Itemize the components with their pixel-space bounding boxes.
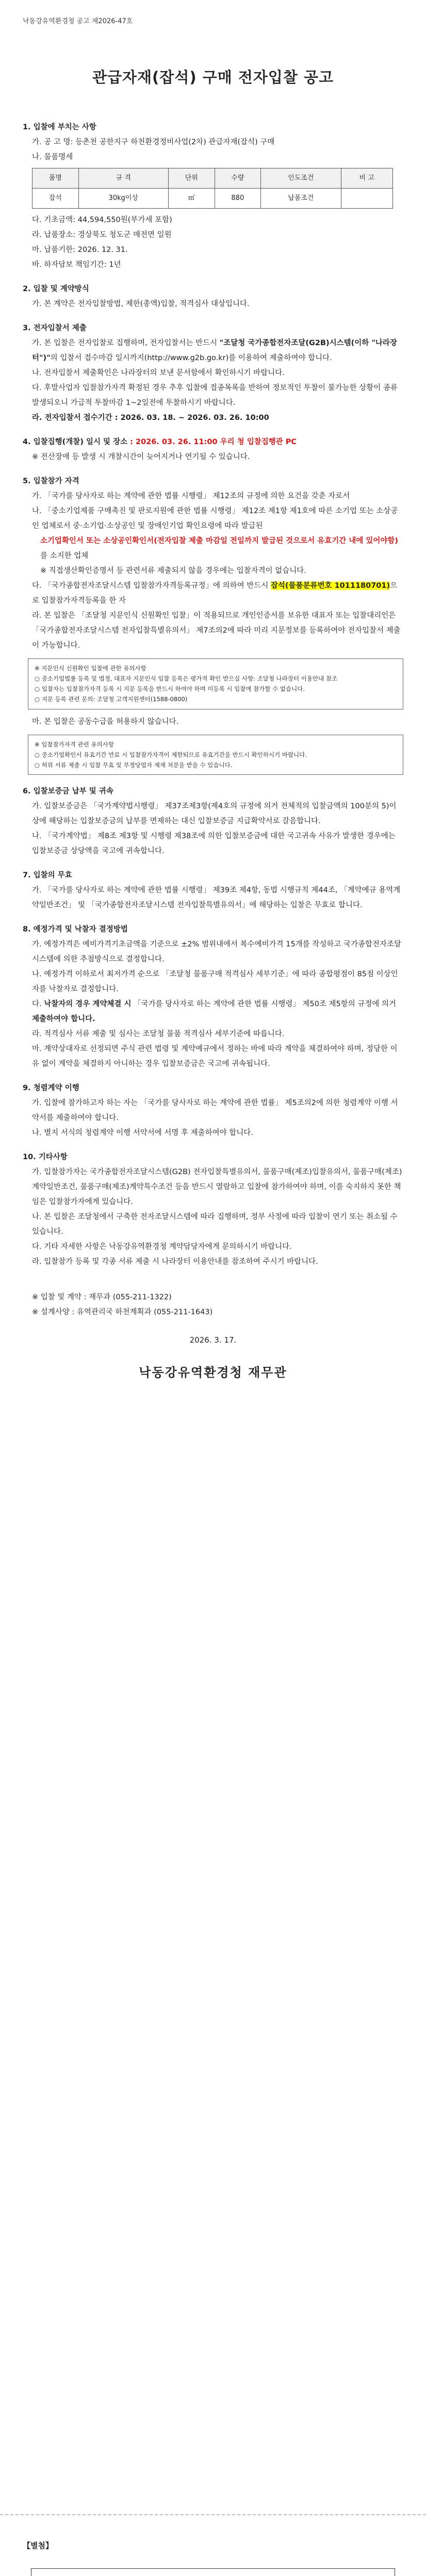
- table-header: 단위: [168, 168, 215, 189]
- section-heading: 3. 전자입찰서 제출: [23, 324, 87, 332]
- emphasis-text: 제출하여야 합니다.: [32, 1014, 95, 1023]
- text-span: 의 입찰서 접수마감 일시까지(http://www.g2b.go.kr)를 이용하여 제출하여야 합니다.: [50, 354, 332, 362]
- text-span: 라. 전자입찰서 접수기간 :: [32, 414, 121, 422]
- paragraph: [23, 336, 403, 366]
- paragraph: 나. 예정가격 이하로서 최저가격 순으로 「조달청 물품구매 적격심사 세부기준」에 따라 종합평점이 85점 이상인 자를 낙찰자로 결정합니다.: [32, 970, 398, 993]
- text-span: 다.: [32, 999, 44, 1008]
- text-span: 가. 본 입찰은 전자입찰로 집행하며, 전자입찰서는 반드시: [32, 339, 220, 347]
- section-heading: [23, 435, 403, 450]
- item-table: [32, 168, 393, 209]
- text-span: 「국가를 당사자로 하는 계약에 관한 법률 시행령」 제50조 제5항의 규정에 의거: [131, 999, 397, 1008]
- paragraph: [23, 411, 403, 426]
- paragraph: 가. 「국가를 당사자로 하는 계약에 관한 법률 시행령」 제39조 제4항, 동법 시행규칙 제44조, 「계약예규 용역계약일반조건」 및 「국가종합전자조달시스템 전자입찰특별유의서」에 해당하는 입찰은 무효로 합니다.: [32, 886, 401, 909]
- paragraph: 마. 본 입찰은 공동수급을 허용하지 않습니다.: [32, 717, 179, 726]
- notice-body: [23, 111, 403, 1385]
- table-header: 비 고: [341, 168, 392, 189]
- paragraph: 나. 물품명세: [32, 153, 73, 161]
- note-line: ○ 중소기업확인서 유효기간 만료 시 입찰참가자격이 제한되므로 유효기간을 반드시 확인하시기 바랍니다.: [35, 751, 307, 758]
- table-header-row: [32, 168, 393, 189]
- section-heading: 10. 기타사항: [23, 1153, 68, 1161]
- paragraph: 가. 입찰참가자는 국가종합전자조달시스템(G2B) 전자입찰특별유의서, 물품구매(제조)입찰유의서, 물품구매(제조)계약일반조건, 물품구매(제조)계약특수조건 등을 반드시 열람하고 입찰에 참가하여야 하며, 이를 숙지하지 못한 책임은 입찰참가자에게 있습니다.: [32, 1167, 402, 1206]
- emphasis-text: 잡석(물품분류번호 1011180701): [270, 582, 390, 590]
- paragraph: [23, 534, 403, 564]
- appendix-label: 【별첨】: [23, 2541, 53, 2550]
- paragraph: 라. 적격심사 서류 제출 및 심사는 조달청 물품 적격심사 세부기준에 따릅니다.: [32, 1029, 285, 1038]
- table-cell: 잡석: [32, 189, 79, 209]
- section-heading: 2. 입찰 및 계약방식: [23, 285, 89, 293]
- notice-date: 2026. 3. 17.: [189, 1335, 237, 1345]
- page-divider: [0, 2514, 426, 2515]
- paragraph: 라. 납품장소: 경상북도 청도군 매전면 일원: [32, 231, 172, 239]
- contact-line: ※ 입찰 및 계약 : 재무과 (055-211-1322): [32, 1293, 172, 1301]
- paragraph: [23, 579, 403, 608]
- paragraph: 가. 입찰에 참가하고자 하는 자는 「국가를 당사자로 하는 계약에 관한 법률」 제5조의2에 의한 청렴계약 이행 서약서를 제출하여야 합니다.: [32, 1098, 398, 1122]
- section-heading: 9. 청렴계약 이행: [23, 1083, 79, 1092]
- paragraph: ※ 직접생산확인증명서 등 관련서류 제출되지 않을 경우에는 입찰자격이 없습니다.: [40, 567, 306, 575]
- issuing-agency: 낙동강유역환경청 재무관: [139, 1365, 287, 1380]
- emphasis-text: "조달청 국가종합전자조달(G2B)시스템: [219, 339, 351, 347]
- paragraph: 가. 예정가격은 예비가격기초금액을 기준으로 ±2% 범위내에서 복수예비가격 15개를 작성하고 국가종합전자조달시스템에 의한 추첨방식으로 결정합니다.: [32, 940, 401, 963]
- note-line: ※ 입찰참가자격 관련 유의사항: [35, 740, 114, 748]
- paragraph: 나. 「국가계약법」 제8조 제3항 및 시행령 제38조에 의한 입찰보증금에 대한 국고귀속 사유가 발생한 경우에는 입찰보증금 상당액을 국고에 귀속합니다.: [32, 832, 396, 855]
- section-heading: 8. 예정가격 및 낙찰자 결정방법: [23, 925, 128, 934]
- paragraph: 바. 하자담보 책임기간: 1년: [32, 261, 121, 269]
- table-cell: 880: [215, 189, 261, 209]
- emphasis-text: (전자입찰 제출 마감일 전일까지 발급된 것으로서 유효기간 내에 있어야함): [154, 537, 399, 545]
- paragraph: 다. 후발사업자 입찰참가자격 확정된 경우 추후 입찰에 접종목록을 반하여 정보적인 투찰이 불가능한 상황이 종류 발생되오니 가급적 투찰마감 1~2일전에 투찰하시기 바랍니다.: [32, 384, 398, 407]
- paragraph: [23, 997, 403, 1027]
- paragraph: 나. 본 입찰은 조달청에서 구축한 전자조달시스템에 따라 집행하며, 정부 사정에 따라 입찰이 연기 또는 취소될 수 있습니다.: [32, 1212, 398, 1236]
- emphasis-text: : 2026. 03. 26. 11:00 우리 청 입찰집행관 PC: [127, 438, 297, 446]
- table-row: [32, 189, 393, 209]
- paragraph: 다. 기타 자세한 사항은 낙동강유역환경청 계약담당자에게 문의하시기 바랍니다.: [32, 1242, 292, 1251]
- paragraph: 나. 「중소기업제품 구매촉진 및 판로지원에 관한 법률 시행령」 제12조 제1항 제1호에 따른 소기업 또는 소상공인 업체로서 중·소기업·소상공인 및 장애인기업 확인요령에 따라 발급된: [32, 507, 398, 530]
- paragraph: 가. 입찰보증금은 「국가계약법시행령」 제37조제3항(제4호의 규정에 의거 전체적의 입찰금액의 100분의 5)이상에 해당하는 입찰보증금의 납부를 면제하는 대신 입찰보증금 지급확약서로 갈음합니다.: [32, 802, 397, 825]
- table-cell: 30kg이상: [78, 189, 168, 209]
- paragraph: 나. 별지 서식의 청렴계약 이행 서약서에 서명 후 제출하여야 합니다.: [32, 1128, 253, 1137]
- section-heading: 1. 입찰에 부치는 사항: [23, 123, 96, 131]
- page-title: 관급자재(잡석) 구매 전자입찰 공고: [92, 69, 334, 86]
- section-heading: 7. 입찰의 무효: [23, 871, 72, 879]
- table-header: 인도조건: [261, 168, 341, 189]
- text-span: 를 소지한 업체: [40, 552, 89, 560]
- paragraph: 마. 계약상대자로 선정되면 주식 관련 법령 및 계약예규에서 정하는 바에 따라 계약을 체결하여야 하며, 정당한 이유 없이 계약을 체결하지 아니하는 경우 입찰보증금은 국고에 귀속됩니다.: [32, 1044, 398, 1068]
- paragraph: 마. 납품기한: 2026. 12. 31.: [32, 246, 128, 254]
- paragraph: 라. 본 입찰은 「조달청 지문인식 신원확인 입찰」이 적용되므로 개인인증서를 보유한 대표자 또는 입찰대리인은 「국가종합전자조달시스템 전자입찰특별유의서」 제7조의2에 따라 미리 지문정보를 등록하여야 전자입찰서 제출이 가능합니다.: [32, 612, 401, 650]
- paragraph: 가. 「국가를 당사자로 하는 계약에 관한 법률 시행령」 제12조의 규정에 의한 요건을 갖춘 자로서: [32, 492, 350, 500]
- notice-number: 낙동강유역환경청 공고 제2026-47호: [23, 18, 133, 25]
- table-cell: ㎥: [168, 189, 215, 209]
- section-heading: 5. 입찰참가 자격: [23, 477, 79, 485]
- table-header: 규 격: [78, 168, 168, 189]
- note-line: ○ 지문 등록 관련 문의: 조달청 고객지원센터(1588-0800): [35, 696, 188, 703]
- table-cell: 납품조건: [261, 189, 341, 209]
- paragraph: ※ 전산장애 등 발생 시 개찰시간이 늦어지거나 연기될 수 있습니다.: [32, 453, 250, 461]
- text-span: 다. 「국가종합전자조달시스템 입찰참가자격등록규정」에 의하여 반드시: [32, 582, 271, 590]
- emphasis-text: 2026. 03. 18. ~ 2026. 03. 26. 10:00: [120, 414, 269, 422]
- note-box: [28, 658, 403, 709]
- contact-line: ※ 설계사양 : 유역관리국 하천계획과 (055-211-1643): [32, 1308, 213, 1316]
- note-line: ○ 입찰자는 입찰참가자격 등록 시 지문 등록을 반드시 하여야 하며 미등록 시 입찰에 참가할 수 없습니다.: [35, 685, 305, 693]
- emphasis-text: 소기업확인서 또는 소상공인확인서: [40, 537, 154, 545]
- section-heading-label: 4. 입찰집행(개찰) 일시 및 장소: [23, 438, 128, 446]
- paragraph: 나. 전자입찰서 제출확인은 나라장터의 보낸 문서함에서 확인하시기 바랍니다.: [32, 369, 285, 377]
- table-header: 품명: [32, 168, 79, 189]
- emphasis-text: 낙찰자의 경우 계약체결 시: [44, 999, 132, 1008]
- text-span: 으로 입찰참가자격등록을 한 자: [32, 582, 398, 605]
- note-line: ※ 지문인식 신원확인 입찰에 관한 유의사항: [35, 665, 146, 672]
- paragraph: 라. 입찰참가 등록 및 각종 서류 제출 시 나라장터 이용안내를 참조하여 주시기 바랍니다.: [32, 1257, 318, 1266]
- paragraph: 가. 공 고 명: 등촌천 공한지구 하천환경정비사업(2차) 관급자재(잡석) 구매: [32, 138, 275, 146]
- note-box: [28, 735, 403, 775]
- table-header: 수량: [215, 168, 261, 189]
- contact-info: [23, 1290, 403, 1320]
- pledge-form: [31, 2568, 395, 2576]
- table-cell: [341, 189, 392, 209]
- note-line: ○ 중소기업법률 등록 및 법정, 대표자 지문인식 입찰 등록은 평가적 확인 받으실 사항: 조달청 나라장터 이용안내 참조: [35, 675, 338, 683]
- paragraph: 다. 기초금액: 44,594,550원(부가세 포함): [32, 216, 172, 224]
- paragraph: 가. 본 계약은 전자입찰방법, 제한(총액)입찰, 적격심사 대상입니다.: [32, 300, 250, 308]
- section-heading: 6. 입찰보증금 납부 및 귀속: [23, 787, 113, 795]
- emphasis-text: (이하 "나라장터")": [32, 339, 397, 362]
- note-line: ○ 허위 서류 제출 시 입찰 무효 및 부정당업자 제재 처분을 받을 수 있습니다.: [35, 761, 233, 769]
